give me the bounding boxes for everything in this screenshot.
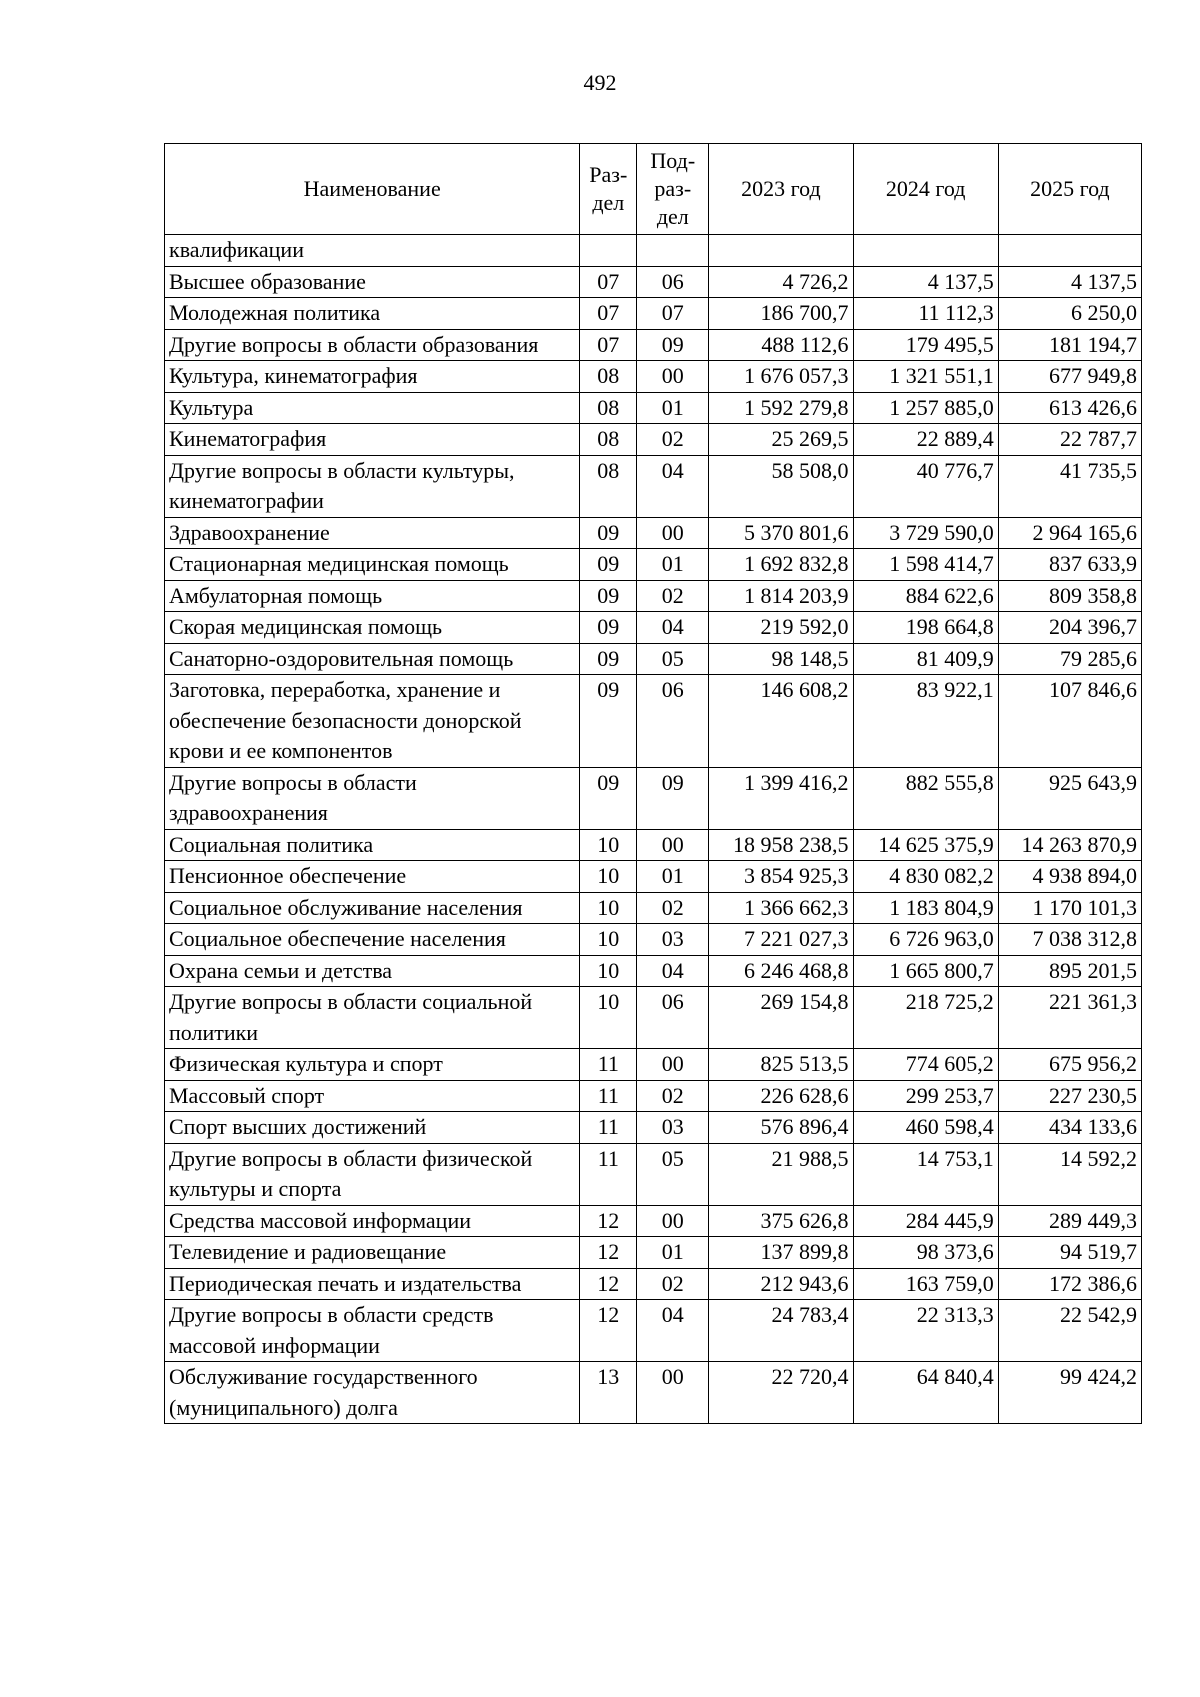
- table-row: [165, 1112, 1142, 1144]
- cell-2024: 218 725,2: [853, 987, 998, 1049]
- cell-2023: 18 958 238,5: [709, 829, 853, 861]
- cell-2023: 219 592,0: [709, 612, 853, 644]
- cell-razdel: 07: [580, 266, 637, 298]
- cell-2023: 6 246 468,8: [709, 955, 853, 987]
- table-row: [165, 235, 1142, 267]
- cell-2024: 284 445,9: [853, 1205, 998, 1237]
- cell-name: Высшее образование: [165, 266, 580, 298]
- page-number: 492: [583, 70, 617, 95]
- cell-name: Молодежная политика: [165, 298, 580, 330]
- cell-name: Культура: [165, 392, 580, 424]
- table-row: [165, 361, 1142, 393]
- cell-2025: 4 137,5: [998, 266, 1141, 298]
- table-row: [165, 1080, 1142, 1112]
- cell-name: Охрана семьи и детства: [165, 955, 580, 987]
- table-row: [165, 829, 1142, 861]
- cell-2023: 1 692 832,8: [709, 549, 853, 581]
- cell-2025: 41 735,5: [998, 455, 1141, 517]
- table-row: [165, 675, 1142, 768]
- table-row: [165, 767, 1142, 829]
- cell-2025: 79 285,6: [998, 643, 1141, 675]
- cell-2024: [853, 235, 998, 267]
- header-name: Наименование: [165, 144, 580, 235]
- cell-2025: 289 449,3: [998, 1205, 1141, 1237]
- cell-2024: 4 830 082,2: [853, 861, 998, 893]
- cell-razdel: 10: [580, 987, 637, 1049]
- budget-table: [164, 143, 1142, 1424]
- cell-2024: 1 321 551,1: [853, 361, 998, 393]
- cell-razdel: 08: [580, 361, 637, 393]
- cell-2025: 99 424,2: [998, 1362, 1141, 1424]
- cell-2025: 14 592,2: [998, 1143, 1141, 1205]
- cell-name: Обслуживание государственного (муниципального) долга: [165, 1362, 580, 1424]
- cell-name: Спорт высших достижений: [165, 1112, 580, 1144]
- cell-2023: 186 700,7: [709, 298, 853, 330]
- cell-podrazdel: 01: [637, 861, 709, 893]
- cell-name: Другие вопросы в области средств массовой информации: [165, 1300, 580, 1362]
- cell-2025: 14 263 870,9: [998, 829, 1141, 861]
- cell-2023: 576 896,4: [709, 1112, 853, 1144]
- table-row: [165, 329, 1142, 361]
- cell-2024: 4 137,5: [853, 266, 998, 298]
- header-2024: 2024 год: [853, 144, 998, 235]
- table-row: [165, 643, 1142, 675]
- table-row: [165, 955, 1142, 987]
- cell-name: Стационарная медицинская помощь: [165, 549, 580, 581]
- cell-podrazdel: 05: [637, 1143, 709, 1205]
- cell-razdel: 12: [580, 1300, 637, 1362]
- cell-2023: 146 608,2: [709, 675, 853, 768]
- cell-2025: 613 426,6: [998, 392, 1141, 424]
- cell-name: Скорая медицинская помощь: [165, 612, 580, 644]
- cell-razdel: 10: [580, 955, 637, 987]
- cell-2023: 137 899,8: [709, 1237, 853, 1269]
- cell-name: Периодическая печать и издательства: [165, 1268, 580, 1300]
- cell-2024: 1 183 804,9: [853, 892, 998, 924]
- cell-razdel: 11: [580, 1049, 637, 1081]
- cell-2023: 375 626,8: [709, 1205, 853, 1237]
- cell-2023: 488 112,6: [709, 329, 853, 361]
- table-row: [165, 987, 1142, 1049]
- cell-2024: 163 759,0: [853, 1268, 998, 1300]
- cell-2025: 227 230,5: [998, 1080, 1141, 1112]
- table-row: [165, 861, 1142, 893]
- cell-podrazdel: 05: [637, 643, 709, 675]
- cell-podrazdel: 01: [637, 392, 709, 424]
- cell-2023: 1 814 203,9: [709, 580, 853, 612]
- cell-2023: 226 628,6: [709, 1080, 853, 1112]
- cell-razdel: 09: [580, 612, 637, 644]
- header-razdel: Раз- дел: [580, 144, 637, 235]
- cell-name: Массовый спорт: [165, 1080, 580, 1112]
- cell-2023: 98 148,5: [709, 643, 853, 675]
- table-row: [165, 1143, 1142, 1205]
- cell-podrazdel: 01: [637, 549, 709, 581]
- cell-2023: 212 943,6: [709, 1268, 853, 1300]
- cell-razdel: [580, 235, 637, 267]
- cell-2025: 7 038 312,8: [998, 924, 1141, 956]
- cell-name: Другие вопросы в области социальной политики: [165, 987, 580, 1049]
- cell-2024: 40 776,7: [853, 455, 998, 517]
- cell-name: Телевидение и радиовещание: [165, 1237, 580, 1269]
- cell-razdel: 07: [580, 298, 637, 330]
- cell-2025: 221 361,3: [998, 987, 1141, 1049]
- cell-2025: 675 956,2: [998, 1049, 1141, 1081]
- cell-2025: 4 938 894,0: [998, 861, 1141, 893]
- cell-2025: 925 643,9: [998, 767, 1141, 829]
- cell-2025: [998, 235, 1141, 267]
- cell-podrazdel: 00: [637, 1205, 709, 1237]
- table-body: [165, 235, 1142, 1424]
- cell-razdel: 12: [580, 1237, 637, 1269]
- cell-2024: 81 409,9: [853, 643, 998, 675]
- cell-2023: 22 720,4: [709, 1362, 853, 1424]
- cell-podrazdel: 04: [637, 612, 709, 644]
- cell-podrazdel: 07: [637, 298, 709, 330]
- cell-2024: 1 598 414,7: [853, 549, 998, 581]
- cell-name: Социальное обслуживание населения: [165, 892, 580, 924]
- cell-name: Социальное обеспечение населения: [165, 924, 580, 956]
- table-row: [165, 1237, 1142, 1269]
- cell-razdel: 13: [580, 1362, 637, 1424]
- cell-2025: 677 949,8: [998, 361, 1141, 393]
- cell-podrazdel: 09: [637, 767, 709, 829]
- cell-2023: 1 592 279,8: [709, 392, 853, 424]
- cell-name: Социальная политика: [165, 829, 580, 861]
- cell-2025: 107 846,6: [998, 675, 1141, 768]
- cell-2024: 14 625 375,9: [853, 829, 998, 861]
- cell-2023: 4 726,2: [709, 266, 853, 298]
- cell-2023: 24 783,4: [709, 1300, 853, 1362]
- cell-2023: 3 854 925,3: [709, 861, 853, 893]
- cell-razdel: 10: [580, 924, 637, 956]
- cell-2024: 22 313,3: [853, 1300, 998, 1362]
- cell-podrazdel: 06: [637, 987, 709, 1049]
- cell-razdel: 09: [580, 580, 637, 612]
- cell-podrazdel: 06: [637, 266, 709, 298]
- cell-name: Кинематография: [165, 424, 580, 456]
- table-row: [165, 298, 1142, 330]
- cell-2025: 895 201,5: [998, 955, 1141, 987]
- cell-podrazdel: [637, 235, 709, 267]
- cell-2024: 22 889,4: [853, 424, 998, 456]
- header-2025: 2025 год: [998, 144, 1141, 235]
- cell-name: квалификации: [165, 235, 580, 267]
- cell-podrazdel: 04: [637, 455, 709, 517]
- header-2023: 2023 год: [709, 144, 853, 235]
- cell-2025: 181 194,7: [998, 329, 1141, 361]
- cell-2025: 837 633,9: [998, 549, 1141, 581]
- cell-razdel: 11: [580, 1080, 637, 1112]
- table-row: [165, 517, 1142, 549]
- table-row: [165, 612, 1142, 644]
- cell-razdel: 08: [580, 455, 637, 517]
- cell-razdel: 09: [580, 643, 637, 675]
- table-row: [165, 455, 1142, 517]
- cell-2025: 94 519,7: [998, 1237, 1141, 1269]
- cell-name: Культура, кинематография: [165, 361, 580, 393]
- cell-podrazdel: 02: [637, 1080, 709, 1112]
- cell-podrazdel: 01: [637, 1237, 709, 1269]
- cell-2025: 22 787,7: [998, 424, 1141, 456]
- table-row: [165, 1268, 1142, 1300]
- cell-2023: 25 269,5: [709, 424, 853, 456]
- cell-2025: 204 396,7: [998, 612, 1141, 644]
- cell-podrazdel: 03: [637, 1112, 709, 1144]
- cell-2024: 98 373,6: [853, 1237, 998, 1269]
- cell-2025: 22 542,9: [998, 1300, 1141, 1362]
- cell-2023: [709, 235, 853, 267]
- cell-2023: 825 513,5: [709, 1049, 853, 1081]
- cell-2024: 179 495,5: [853, 329, 998, 361]
- cell-2025: 172 386,6: [998, 1268, 1141, 1300]
- table-row: [165, 1300, 1142, 1362]
- cell-razdel: 11: [580, 1112, 637, 1144]
- cell-2024: 6 726 963,0: [853, 924, 998, 956]
- cell-name: Другие вопросы в области культуры, кинематографии: [165, 455, 580, 517]
- cell-2024: 198 664,8: [853, 612, 998, 644]
- cell-2024: 882 555,8: [853, 767, 998, 829]
- cell-name: Другие вопросы в области образования: [165, 329, 580, 361]
- cell-2023: 269 154,8: [709, 987, 853, 1049]
- table-row: [165, 1205, 1142, 1237]
- cell-razdel: 12: [580, 1205, 637, 1237]
- table-row: [165, 266, 1142, 298]
- cell-name: Другие вопросы в области здравоохранения: [165, 767, 580, 829]
- table-header-row: [165, 144, 1142, 235]
- cell-2024: 1 257 885,0: [853, 392, 998, 424]
- cell-razdel: 09: [580, 549, 637, 581]
- cell-2025: 6 250,0: [998, 298, 1141, 330]
- cell-razdel: 10: [580, 861, 637, 893]
- cell-razdel: 11: [580, 1143, 637, 1205]
- cell-name: Заготовка, переработка, хранение и обеспечение безопасности донорской крови и ее компонентов: [165, 675, 580, 768]
- cell-2024: 1 665 800,7: [853, 955, 998, 987]
- table-row: [165, 1362, 1142, 1424]
- table-row: [165, 580, 1142, 612]
- cell-podrazdel: 00: [637, 1362, 709, 1424]
- cell-2023: 7 221 027,3: [709, 924, 853, 956]
- cell-razdel: 10: [580, 829, 637, 861]
- cell-2025: 809 358,8: [998, 580, 1141, 612]
- cell-razdel: 08: [580, 392, 637, 424]
- cell-2024: 884 622,6: [853, 580, 998, 612]
- cell-2023: 21 988,5: [709, 1143, 853, 1205]
- cell-2024: 460 598,4: [853, 1112, 998, 1144]
- cell-razdel: 07: [580, 329, 637, 361]
- cell-podrazdel: 00: [637, 1049, 709, 1081]
- cell-2023: 1 676 057,3: [709, 361, 853, 393]
- cell-2023: 5 370 801,6: [709, 517, 853, 549]
- table-row: [165, 392, 1142, 424]
- cell-podrazdel: 04: [637, 1300, 709, 1362]
- cell-podrazdel: 03: [637, 924, 709, 956]
- header-podrazdel: Под- раз- дел: [637, 144, 709, 235]
- cell-name: Физическая культура и спорт: [165, 1049, 580, 1081]
- cell-2024: 11 112,3: [853, 298, 998, 330]
- cell-2023: 1 366 662,3: [709, 892, 853, 924]
- table-row: [165, 424, 1142, 456]
- cell-name: Средства массовой информации: [165, 1205, 580, 1237]
- cell-podrazdel: 02: [637, 892, 709, 924]
- cell-2023: 58 508,0: [709, 455, 853, 517]
- cell-podrazdel: 02: [637, 424, 709, 456]
- cell-podrazdel: 02: [637, 580, 709, 612]
- cell-name: Амбулаторная помощь: [165, 580, 580, 612]
- cell-2025: 434 133,6: [998, 1112, 1141, 1144]
- cell-2024: 83 922,1: [853, 675, 998, 768]
- table-row: [165, 892, 1142, 924]
- cell-2023: 1 399 416,2: [709, 767, 853, 829]
- table-row: [165, 549, 1142, 581]
- cell-podrazdel: 02: [637, 1268, 709, 1300]
- cell-razdel: 12: [580, 1268, 637, 1300]
- cell-razdel: 09: [580, 767, 637, 829]
- table-row: [165, 924, 1142, 956]
- cell-name: Пенсионное обеспечение: [165, 861, 580, 893]
- table-row: [165, 1049, 1142, 1081]
- cell-razdel: 10: [580, 892, 637, 924]
- cell-2024: 299 253,7: [853, 1080, 998, 1112]
- cell-2024: 3 729 590,0: [853, 517, 998, 549]
- cell-2024: 64 840,4: [853, 1362, 998, 1424]
- cell-podrazdel: 06: [637, 675, 709, 768]
- cell-razdel: 09: [580, 675, 637, 768]
- cell-2025: 2 964 165,6: [998, 517, 1141, 549]
- cell-2024: 14 753,1: [853, 1143, 998, 1205]
- cell-name: Здравоохранение: [165, 517, 580, 549]
- cell-name: Санаторно-оздоровительная помощь: [165, 643, 580, 675]
- cell-podrazdel: 00: [637, 517, 709, 549]
- cell-podrazdel: 00: [637, 361, 709, 393]
- cell-2025: 1 170 101,3: [998, 892, 1141, 924]
- cell-podrazdel: 04: [637, 955, 709, 987]
- cell-2024: 774 605,2: [853, 1049, 998, 1081]
- cell-podrazdel: 00: [637, 829, 709, 861]
- cell-razdel: 08: [580, 424, 637, 456]
- cell-podrazdel: 09: [637, 329, 709, 361]
- cell-name: Другие вопросы в области физической культуры и спорта: [165, 1143, 580, 1205]
- cell-razdel: 09: [580, 517, 637, 549]
